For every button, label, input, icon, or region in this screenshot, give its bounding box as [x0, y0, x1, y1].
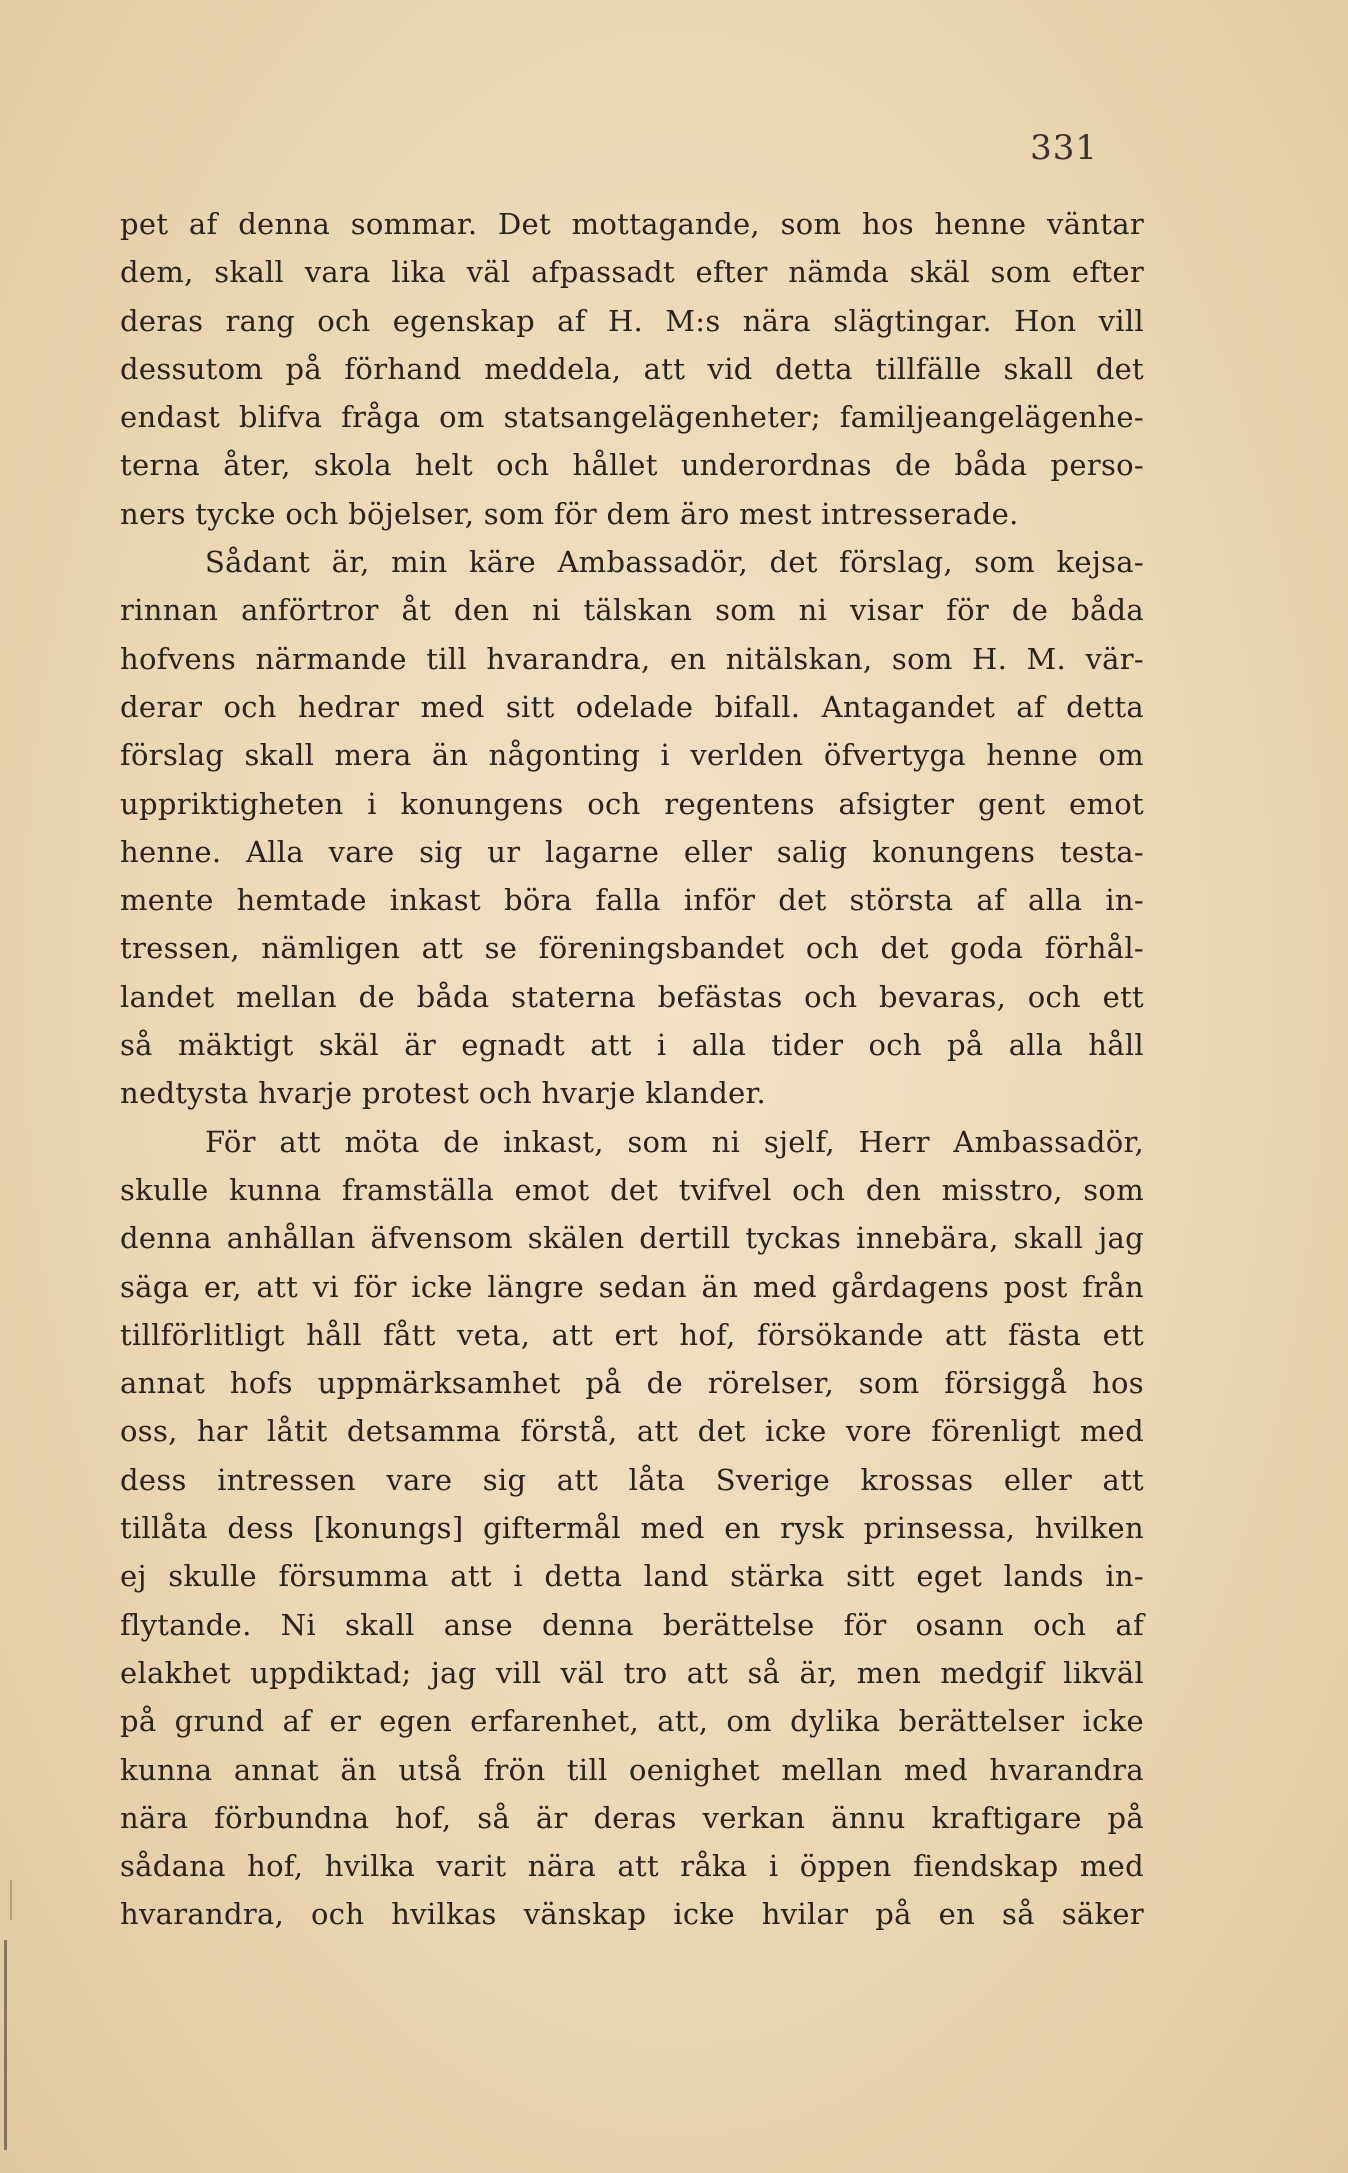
text-line: henne. Alla vare sig ur lagarne eller salig konungens testa- — [120, 834, 1144, 869]
text-line: mente hemtade inkast böra falla inför det största af alla in- — [120, 883, 1144, 918]
text-line: ej skulle försumma att i detta land stärka sitt eget lands in- — [120, 1559, 1144, 1594]
text-line: derar och hedrar med sitt odelade bifall. Antagandet af detta — [120, 689, 1144, 724]
text-line: rinnan anförtror åt den ni tälskan som ni visar för de båda — [120, 593, 1144, 628]
text-line: tressen, nämligen att se föreningsbandet och det goda förhål- — [120, 931, 1144, 966]
text-line: skulle kunna framställa emot det tvifvel och den misstro, som — [120, 1172, 1144, 1207]
text-line: kunna annat än utså frön till oenighet mellan med hvarandra — [120, 1752, 1144, 1787]
text-line: oss, har låtit detsamma förstå, att det icke vore förenligt med — [120, 1414, 1144, 1449]
binding-edge-mark — [4, 1940, 7, 2150]
text-line: Sådant är, min käre Ambassadör, det förslag, som kejsa- — [205, 545, 1144, 580]
text-line: endast blifva fråga om statsangelägenheter; familjeangelägenhe- — [120, 400, 1144, 435]
body-text — [120, 200, 1144, 1939]
text-line: annat hofs uppmärksamhet på de rörelser, som försiggå hos — [120, 1366, 1144, 1401]
text-line: hvarandra, och hvilkas vänskap icke hvilar på en så säker — [120, 1897, 1144, 1932]
text-line: på grund af er egen erfarenhet, att, om dylika berättelser icke — [120, 1704, 1144, 1739]
text-line: ners tycke och böjelser, som för dem äro mest intresserade. — [120, 496, 1019, 531]
text-line: dess intressen vare sig att låta Sverige krossas eller att — [120, 1462, 1144, 1497]
text-line: säga er, att vi för icke längre sedan än med gårdagens post från — [120, 1269, 1144, 1304]
text-line: nära förbundna hof, så är deras verkan ännu kraftigare på — [120, 1800, 1144, 1835]
text-line: tillåta dess [konungs] giftermål med en rysk prinsessa, hvilken — [120, 1511, 1144, 1546]
text-line: landet mellan de båda staterna befästas och bevaras, och ett — [120, 979, 1144, 1014]
text-line: förslag skall mera än någonting i verlden öfvertyga henne om — [120, 738, 1144, 773]
text-line: denna anhållan äfvensom skälen dertill tyckas innebära, skall jag — [120, 1221, 1144, 1256]
text-line: pet af denna sommar. Det mottagande, som hos henne väntar — [120, 207, 1144, 241]
text-line: sådana hof, hvilka varit nära att råka i öppen fiendskap med — [120, 1849, 1144, 1884]
text-line: så mäktigt skäl är egnadt att i alla tider och på alla håll — [120, 1028, 1144, 1063]
text-line: dessutom på förhand meddela, att vid detta tillfälle skall det — [120, 351, 1144, 386]
text-line: hofvens närmande till hvarandra, en nitälskan, som H. M. vär- — [120, 641, 1144, 676]
text-line: dem, skall vara lika väl afpassadt efter nämda skäl som efter — [120, 255, 1144, 290]
text-line: tillförlitligt håll fått veta, att ert hof, försökande att fästa ett — [120, 1317, 1144, 1352]
page-number: 331 — [1030, 128, 1098, 168]
text-line: elakhet uppdiktad; jag vill väl tro att så är, men medgif likväl — [120, 1655, 1144, 1690]
text-line: flytande. Ni skall anse denna berättelse för osann och af — [120, 1607, 1144, 1642]
binding-edge-mark-small — [10, 1880, 12, 1920]
text-line: uppriktigheten i konungens och regentens afsigter gent emot — [120, 786, 1144, 821]
text-line: För att möta de inkast, som ni sjelf, Herr Ambassadör, — [205, 1124, 1144, 1159]
text-line: terna åter, skola helt och hållet underordnas de båda perso- — [120, 448, 1144, 483]
text-line: nedtysta hvarje protest och hvarje klander. — [120, 1076, 767, 1111]
text-line: deras rang och egenskap af H. M:s nära slägtingar. Hon vill — [120, 303, 1144, 338]
